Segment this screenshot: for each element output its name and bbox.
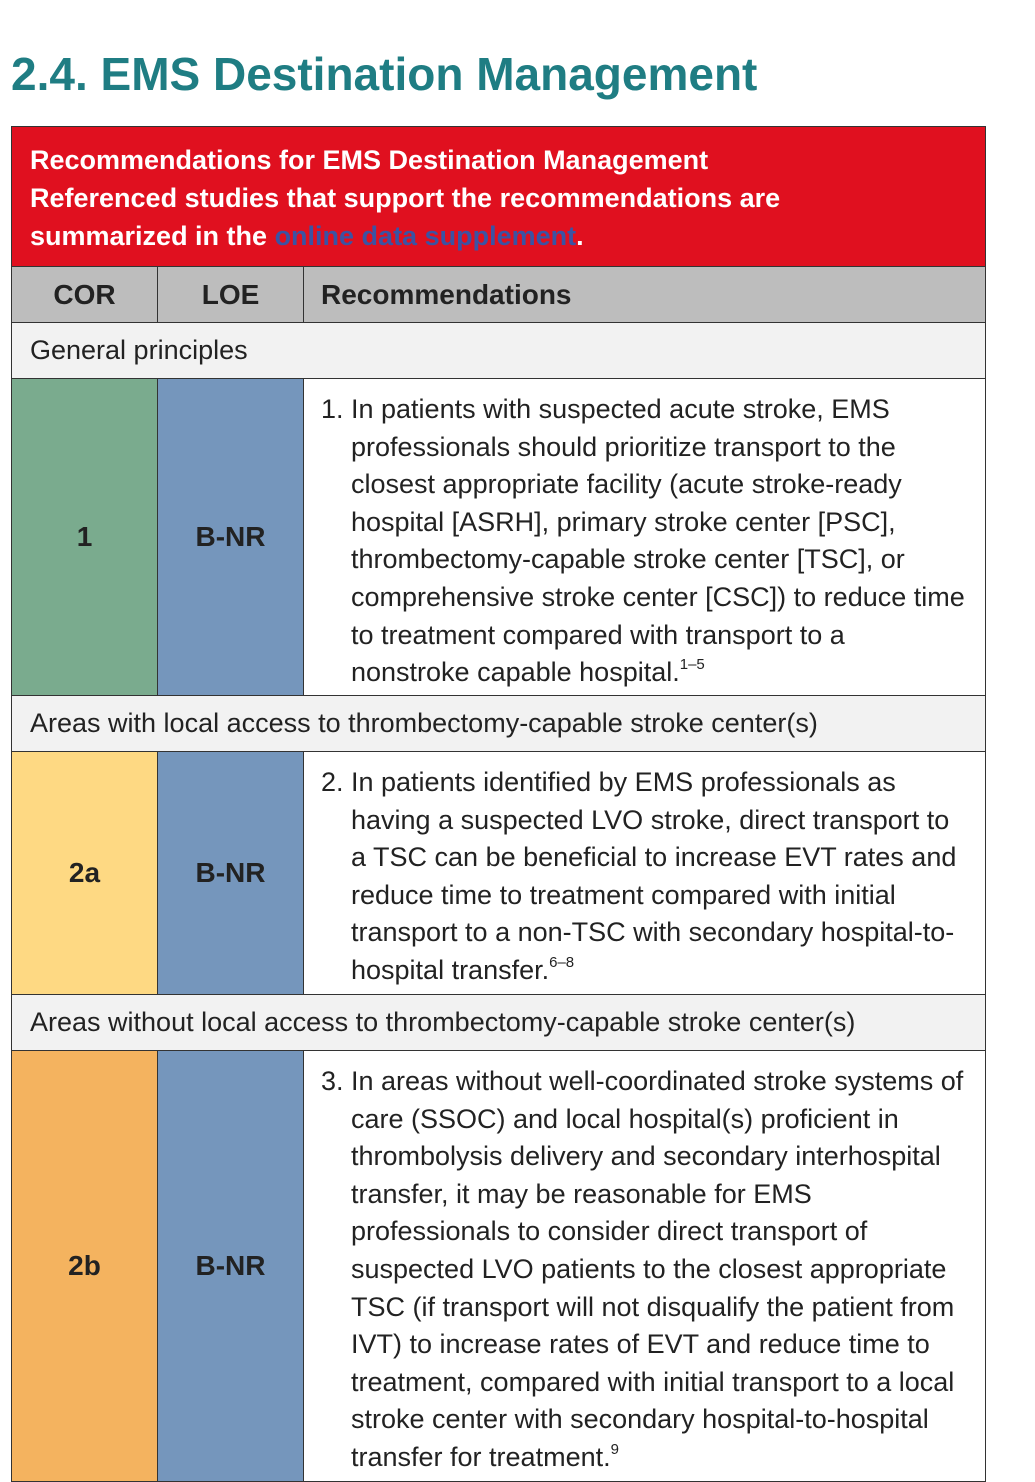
subhead-local-access: Areas with local access to thrombectomy-capable stroke center(s) (30, 708, 818, 738)
column-header-recommendations: Recommendations (321, 278, 572, 310)
subhead-row (12, 323, 985, 379)
recommendation-text (351, 764, 969, 990)
loe-cell: B-NR (158, 1051, 304, 1481)
table-banner (12, 127, 985, 267)
loe-cell: B-NR (158, 752, 304, 994)
recommendation-body: In areas without well-coordinated stroke systems of care (SSOC) and local hospital(s) proficient in thrombolysis delivery and secondary interhospital transfer, it may be reasonable for EMS professionals to consider direct transport of suspected LVO patients to the closest appropriate TSC (if transport will not disqualify the patient from IVT) to increase rates of EVT and reduce time to treatment, compared with initial transport to a local stroke center with secondary hospital-to-hospital transfer for treatment. (351, 1066, 964, 1472)
subhead-no-local-access: Areas without local access to thrombectomy-capable stroke center(s) (30, 1007, 856, 1037)
recommendation-row (12, 379, 985, 696)
section-title: 2.4. EMS Destination Management (11, 48, 758, 100)
reference-superscript: 1–5 (679, 656, 705, 674)
reference-superscript: 9 (610, 1440, 619, 1458)
recommendation-cell (304, 752, 985, 994)
banner-suffix: . (576, 221, 584, 251)
banner-title: Recommendations for EMS Destination Management (30, 145, 709, 175)
cor-cell: 2b (12, 1051, 158, 1481)
recommendation-body: In patients with suspected acute stroke, EMS professionals should prioritize transport to the closest appropriate facility (acute stroke-ready hospital [ASRH], primary stroke center [PSC], thrombectomy-capable stroke center [TSC], or comprehensive stroke center [CSC]) to reduce time to treatment compared with transport to a nonstroke capable hospital. (351, 394, 965, 688)
recommendation-text (351, 1063, 969, 1477)
recommendation-body: In patients identified by EMS professionals as having a suspected LVO stroke, direct transport to a TSC can be beneficial to increase EVT rates and reduce time to treatment compared with initial transport to a non-TSC with secondary hospital-to-hospital transfer. (351, 767, 957, 985)
banner-prefix: summarized in the (30, 221, 275, 251)
column-header-row (12, 267, 985, 323)
online-data-supplement-link[interactable]: online data supplement (274, 221, 577, 251)
subhead-general-principles: General principles (30, 335, 248, 365)
recommendation-text (351, 391, 969, 692)
subhead-row (12, 696, 985, 752)
cor-cell: 2a (12, 752, 158, 994)
loe-cell: B-NR (158, 379, 304, 695)
recommendation-number: 1. (321, 394, 344, 424)
reference-superscript: 6–8 (549, 953, 575, 971)
recommendation-row (12, 1051, 985, 1481)
column-header-loe: LOE (158, 267, 304, 322)
subhead-row (12, 995, 985, 1051)
cor-cell: 1 (12, 379, 158, 695)
recommendation-number: 3. (321, 1066, 344, 1096)
recommendations-table (11, 126, 986, 1482)
recommendation-number: 2. (321, 767, 344, 797)
recommendation-row (12, 752, 985, 995)
banner-subtitle: Referenced studies that support the recommendations are (30, 183, 781, 213)
recommendation-cell (304, 1051, 985, 1481)
recommendation-cell (304, 379, 985, 695)
column-header-cor: COR (12, 267, 158, 322)
banner-subtitle-line3 (30, 217, 967, 255)
